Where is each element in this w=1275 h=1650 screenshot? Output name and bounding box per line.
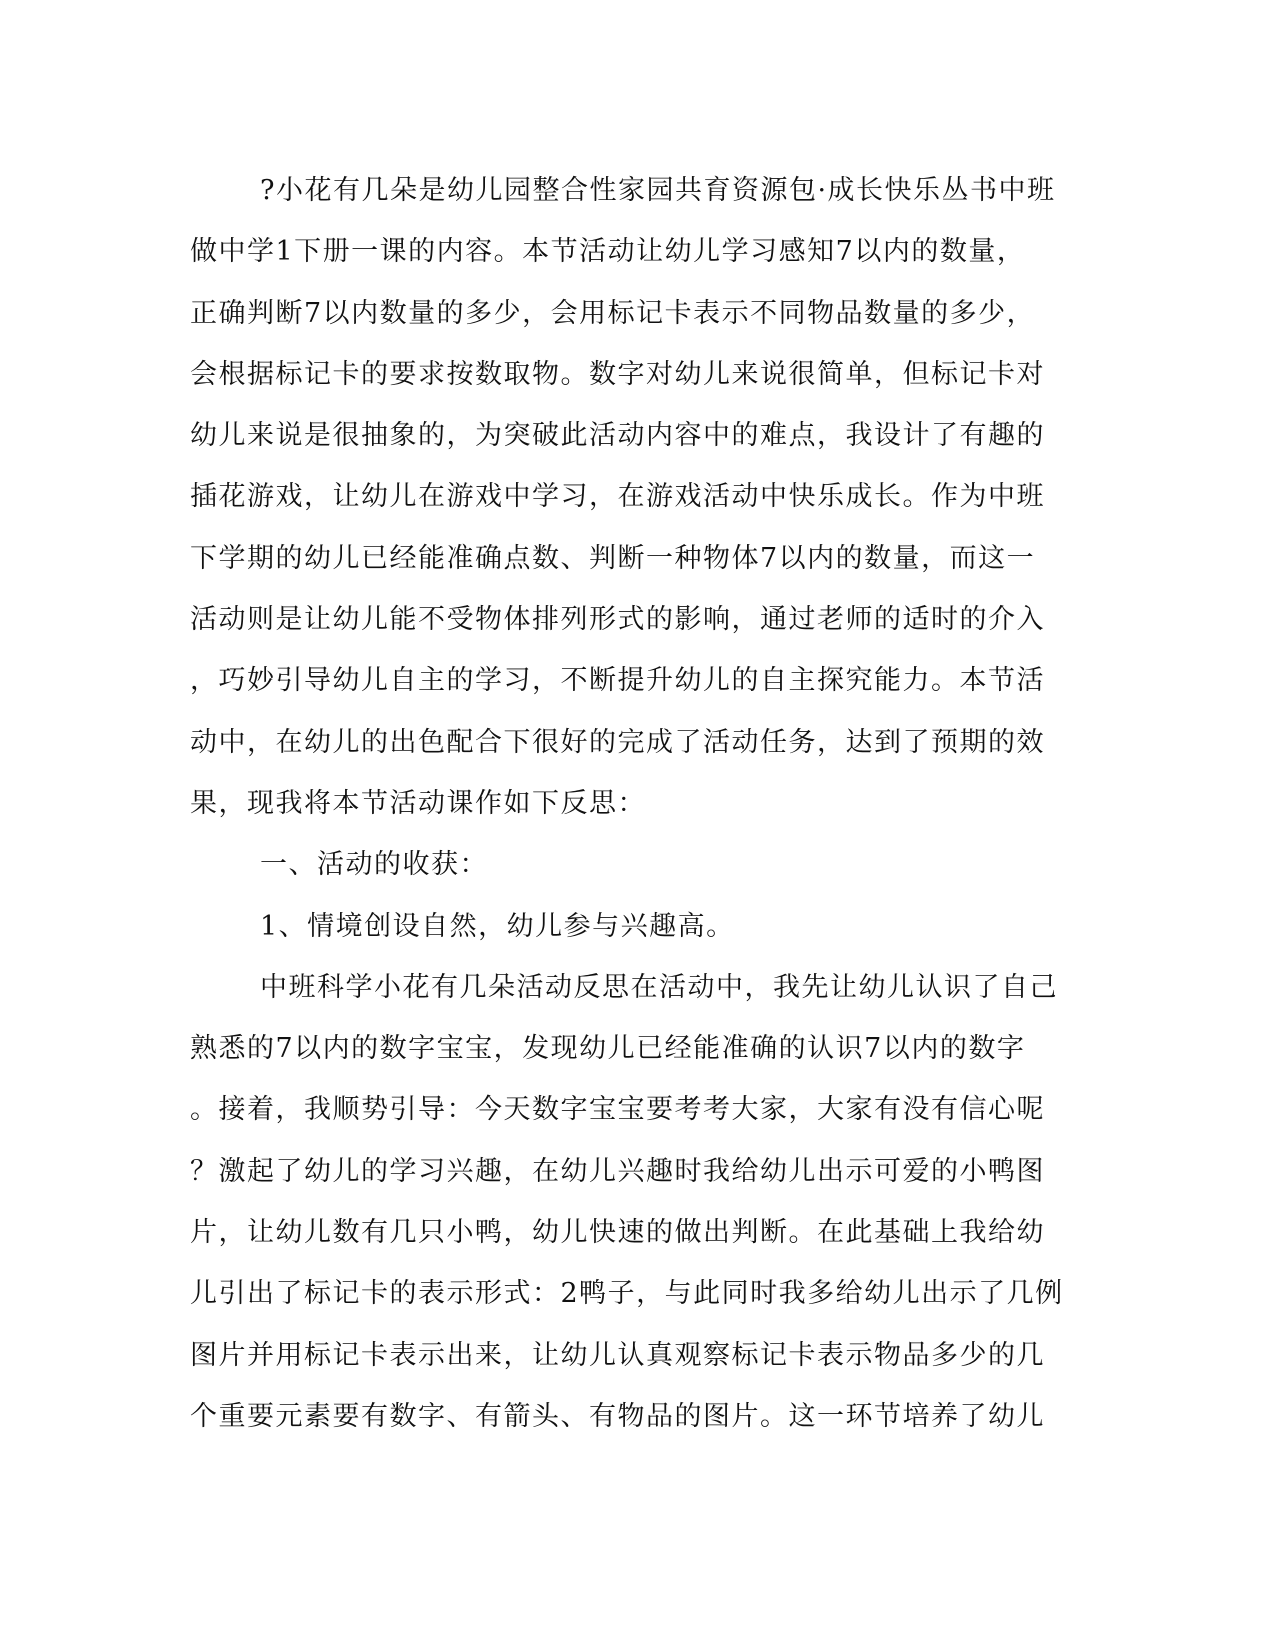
body-text	[190, 160, 1070, 1447]
text-line: 儿引出了标记卡的表示形式：2鸭子，与此同时我多给幼儿出示了几例	[190, 1278, 1064, 1310]
text-line: 做中学1下册一课的内容。本节活动让幼儿学习感知7以内的数量，	[190, 236, 1026, 268]
text-line: 插花游戏，让幼儿在游戏中学习，在游戏活动中快乐成长。作为中班	[190, 481, 1045, 513]
text-line: 果，现我将本节活动课作如下反思：	[190, 787, 646, 819]
text-line: ？激起了幼儿的学习兴趣，在幼儿兴趣时我给幼儿出示可爱的小鸭图	[190, 1155, 1045, 1187]
text-line: ?小花有几朵是幼儿园整合性家园共育资源包·成长快乐丛书中班	[260, 175, 1056, 206]
text-line: 活动则是让幼儿能不受物体排列形式的影响，通过老师的适时的介入	[190, 604, 1045, 636]
text-line: 。接着，我顺势引导：今天数字宝宝要考考大家，大家有没有信心呢	[190, 1094, 1045, 1126]
text-line: 片，让幼儿数有几只小鸭，幼儿快速的做出判断。在此基础上我给幼	[190, 1217, 1045, 1249]
text-line: 幼儿来说是很抽象的，为突破此活动内容中的难点，我设计了有趣的	[190, 420, 1045, 452]
text-line: 正确判断7以内数量的多少，会用标记卡表示不同物品数量的多少，	[190, 297, 1036, 329]
subsection-heading: 1、情境创设自然，幼儿参与兴趣高。	[260, 910, 735, 942]
text-line: 图片并用标记卡表示出来，让幼儿认真观察标记卡表示物品多少的几	[190, 1339, 1045, 1371]
text-line: 会根据标记卡的要求按数取物。数字对幼儿来说很简单，但标记卡对	[190, 358, 1045, 390]
section-heading: 一、活动的收获：	[260, 849, 488, 881]
text-line: 熟悉的7以内的数字宝宝，发现幼儿已经能准确的认识7以内的数字	[190, 1033, 1026, 1065]
text-line: 中班科学小花有几朵活动反思在活动中，我先让幼儿认识了自己	[260, 971, 1058, 1003]
text-line: 个重要元素要有数字、有箭头、有物品的图片。这一环节培养了幼儿	[190, 1400, 1045, 1432]
text-line: 下学期的幼儿已经能准确点数、判断一种物体7以内的数量，而这一	[190, 542, 1036, 574]
text-line: ，巧妙引导幼儿自主的学习，不断提升幼儿的自主探究能力。本节活	[190, 665, 1045, 697]
text-line: 动中，在幼儿的出色配合下很好的完成了活动任务，达到了预期的效	[190, 726, 1045, 758]
